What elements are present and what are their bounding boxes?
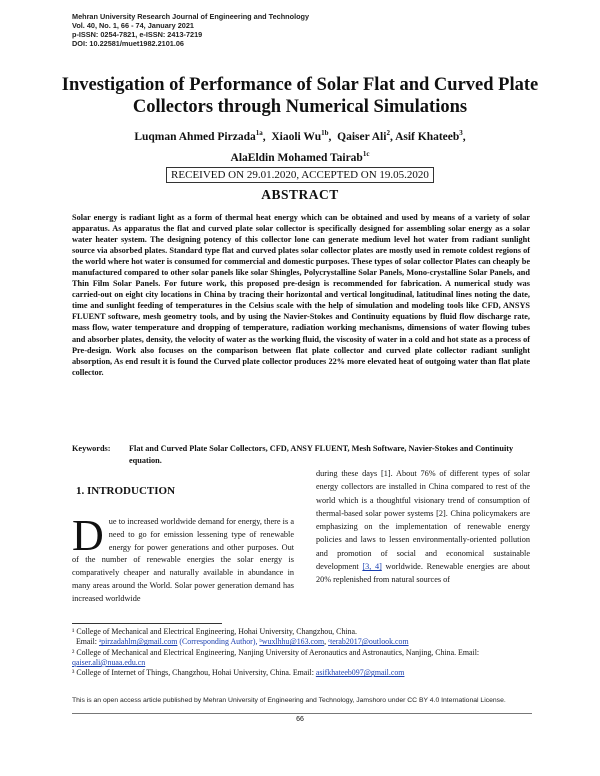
received-box xyxy=(0,165,600,183)
citation-link[interactable]: [3, 4] xyxy=(362,562,382,572)
footer-rule xyxy=(72,713,532,714)
footnote-2 xyxy=(72,648,532,669)
journal-doi: DOI: 10.22581/muet1982.2101.06 xyxy=(72,39,184,48)
email-link[interactable]: ᶜterab2017@outlook.com xyxy=(328,637,409,647)
footnote-3-text: ³ College of Internet of Things, Changzhou, Hohai University, China. Email: xyxy=(72,668,316,678)
author-affiliation: 2 xyxy=(386,129,390,137)
author: AlaEldin Mohamed Tairab xyxy=(230,151,363,164)
footnote-2-text: ² College of Mechanical and Electrical Engineering, Nanjing University of Aeronautics and Astronautics, Nanjing, China. Email: xyxy=(72,647,480,657)
footnotes xyxy=(72,627,532,678)
author-affiliation: 1b xyxy=(321,129,329,137)
footnote-divider xyxy=(72,623,222,624)
page-number: 66 xyxy=(296,716,304,723)
abstract-heading: ABSTRACT xyxy=(261,187,339,202)
received-text: RECEIVED ON 29.01.2020, ACCEPTED ON 19.05.2020 xyxy=(166,167,434,183)
author-list: Luqman Ahmed Pirzada$^{1a}$, Xiaoli $Wu^{1b}$, Qaiser Ali$^2$, Asif Khateeb$^3$, AlaEldin Mohamed Tairab$^{1c}$ xyxy=(134,129,466,164)
footnote-1 xyxy=(72,627,532,648)
license-note: This is an open access article published by Mehran University of Engineering and Technology, Jamshoro under CC BY 4.0 International License. xyxy=(72,697,506,704)
email-label: Email: xyxy=(75,637,99,647)
footnote-3 xyxy=(72,668,532,678)
author: Xiaoli Wu xyxy=(271,130,322,143)
author: Qaiser Ali xyxy=(337,130,387,143)
intro-column-right xyxy=(316,467,530,587)
corresponding-note: (Corresponding Author), xyxy=(177,637,260,647)
author-affiliation: 1c xyxy=(362,149,370,158)
footnote-1-text: ¹ College of Mechanical and Electrical Engineering, Hohai University, Changzhou, China. xyxy=(72,627,357,636)
separator: , xyxy=(324,637,329,647)
email-link[interactable]: asifkhateeb097@gmail.com xyxy=(315,668,405,678)
journal-issn: p-ISSN: 0254-7821, e-ISSN: 2413-7219 xyxy=(72,30,203,39)
keywords-text: Flat and Curved Plate Solar Collectors, CFD, ANSY FLUENT, Mesh Software, Navier-Stokes and Continuity equation. xyxy=(129,444,514,465)
abstract-text: Solar energy is radiant light as a form of thermal heat energy which can be obtained and used by means of a variety of solar apparatus. As apparatus the flat and curved plate solar collector is specifically designed for assembling solar energy as a solar water heater system. The designing potency of this collector lone can generate medium level hot water from radiant sunlight source via absorbed plates. Standard type flat and curved plates solar collector plates are mostly used in remote coldest regions of the world where hot water is consumed for commercial and domestic purposes. These types of solar collector Plates can cheaply be manufactured compared to other solar panels like solar Shingles, Polycrystalline Solar Panels, Mono-crystalline Solar Panels, and Thin Film Solar Panels. For future work, this proposed pre-design is recommended for fabrication. A numerical study was carried-out on eight city locations in China by tracing their horizontal and vertical longitudinal, latitudinal lines noting the date, time and sunlight feeding of temperatures in the Celsius scale with the help of simulation and modeling tools like CFD, ANSYS FLUENT software, mesh geometry tools, and by using the Navier-Stokes and Continuity equations by fluid flow discharge rate, mass flow, water temperature and dropping of temperature, radiation working mechanisms, dimensions of water flowing tubes and absorber plates, density, the velocity of water as the working fluid, the viscosity of water in a cold and hot state as a process of Pre-design. Work also focuses on the comparison between flat plate collector and curved plate collector radiant sunlight absorption, As end result it is found the Curved plate collector produces 22% more elevated heat of outgoing water than flat plate collector. xyxy=(72,213,530,377)
journal-header xyxy=(72,12,552,48)
paper-title: Investigation of Performance of Solar Flat and Curved Plate Collectors through Numerical Simulations xyxy=(61,75,539,117)
intro-paragraph-right: during these days [1]. About 76% of different types of solar energy collectors are installed in China compared to rest of the world which is a thoughtful visionary trend of consumption of thermal-based solar power systems [2]. China policymakers are emphasizing on the implementation of renewable energy policies and laws to lessen environmentally-oriented pollution and promotion of social and economical sustainable development xyxy=(316,469,530,572)
email-link[interactable]: ᵇwuxlhhu@163.com xyxy=(259,637,325,647)
intro-column-left xyxy=(72,511,294,606)
author: Asif Khateeb xyxy=(395,130,460,143)
author-affiliation: 3 xyxy=(459,129,463,137)
journal-name: Mehran University Research Journal of Engineering and Technology xyxy=(72,12,310,21)
author-affiliation: 1a xyxy=(255,129,263,137)
section-heading-introduction: 1. INTRODUCTION xyxy=(76,485,176,497)
author: Luqman Ahmed Pirzada xyxy=(134,130,256,143)
intro-paragraph-right-cont: worldwide. Renewable energies are about 20% replenished from natural sources of xyxy=(316,562,531,585)
email-link[interactable]: ᵃpirzadahlm@gmail.com xyxy=(98,637,178,647)
drop-cap: D xyxy=(72,511,104,560)
keywords-label: Keywords: xyxy=(72,444,111,453)
intro-paragraph-left: ue to increased worldwide demand for energy, there is a need to go for emission lessening type of renewable energy for power generations and other purposes. Out of the number of renewable energies the solar energy is comparatively cheaper and naturally available in abundance in many areas around the World. Solar power generation demand has increased worldwide xyxy=(72,517,294,603)
journal-volume: Vol. 40, No. 1, 66 - 74, January 2021 xyxy=(72,21,194,30)
email-link[interactable]: qaiser.ali@nuaa.edu.cn xyxy=(72,657,146,667)
